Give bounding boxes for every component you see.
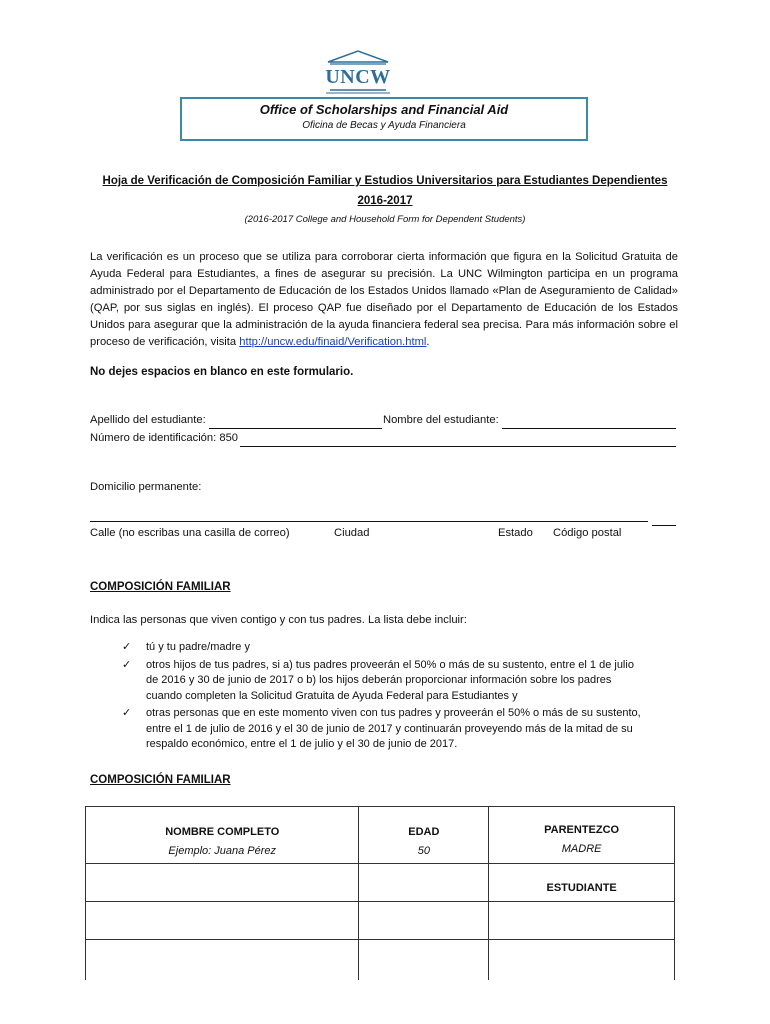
- bullet-text: otras personas que en este momento viven con tus padres y proveerán el 50% o más de su sustento, entre el 1 de julio de 2016 y el 30 de junio de 2017 y continuarán proveyendo más de la mitad de su respaldo económico, entre el 1 de julio y el 30 de junio de 2017.: [146, 707, 641, 750]
- table-row: [86, 940, 675, 980]
- relationship-column-cell: [489, 807, 675, 864]
- document-title: Hoja de Verificación de Composición Familiar y Estudios Universitarios para Estudiantes Dependientes: [102, 175, 668, 187]
- id-number-field[interactable]: [240, 446, 676, 447]
- bullet-text: otros hijos de tus padres, si a) tus padres proveerán el 50% o más de su sustento, entre el 1 de julio de 2016 y 30 de junio de 2017 o b) los hijos deberán proporcionar información sobre los padres cuando completen la Solicitud Gratuita de Ayuda Federal para Estudiantes y: [146, 658, 634, 702]
- first-name-label: Nombre del estudiante:: [383, 414, 499, 426]
- age-cell[interactable]: [359, 940, 489, 980]
- first-name-field[interactable]: [502, 428, 676, 429]
- office-title: Office of Scholarships and Financial Aid: [259, 102, 509, 117]
- household-instructions: Indica las personas que viven contigo y con tus padres. La lista debe incluir:: [90, 614, 467, 626]
- name-cell[interactable]: [86, 864, 359, 902]
- example-age: 50: [417, 845, 430, 857]
- zip-label: Código postal: [553, 527, 622, 539]
- intro-text: La verificación es un proceso que se utiliza para corroborar cierta información que figura en la Solicitud Gratuita de Ayuda Federal para Estudiantes, a fines de asegurar su precisión. La UNC Wilmington participa en un programa administrado por el Departamento de Educación de los Estados Unidos llamado «Plan de Aseguramiento de Calidad» (QAP, por sus siglas en inglés). El proceso QAP fue diseñado por el Departamento de Educación de los Estados Unidos para asegurar que la administración de la ayuda financiera federal sea precisa. Para más información sobre el proceso de verificación, visita: [90, 251, 678, 348]
- state-label: Estado: [498, 527, 533, 539]
- household-section-title: COMPOSICIÓN FAMILIAR: [90, 581, 231, 593]
- uncw-logo: [322, 50, 394, 94]
- document-english-title: (2016-2017 College and Household Form for Dependent Students): [244, 214, 526, 225]
- logo-text: UNCW: [325, 66, 391, 88]
- office-subtitle: Oficina de Becas y Ayuda Financiera: [302, 120, 466, 131]
- name-cell[interactable]: [86, 940, 359, 980]
- last-name-field[interactable]: [209, 428, 382, 429]
- relationship-cell: [489, 864, 675, 902]
- relationship-cell[interactable]: [489, 940, 675, 980]
- age-column-header: EDAD: [408, 826, 440, 838]
- last-name-label: Apellido del estudiante:: [90, 414, 206, 426]
- bullet-text: tú y tu padre/madre y: [146, 641, 250, 653]
- household-table-title: COMPOSICIÓN FAMILIAR: [90, 774, 231, 786]
- table-row: [86, 864, 675, 902]
- student-label: ESTUDIANTE: [546, 882, 617, 894]
- table-header-row: [86, 807, 675, 864]
- name-cell[interactable]: [86, 902, 359, 940]
- checkmark-icon: ✓: [122, 707, 132, 719]
- address-field-end[interactable]: [652, 525, 676, 526]
- household-table: [85, 806, 675, 980]
- relationship-cell[interactable]: [489, 902, 675, 940]
- name-column-header: NOMBRE COMPLETO: [165, 826, 280, 838]
- address-field[interactable]: [90, 521, 648, 522]
- checkmark-icon: ✓: [122, 658, 132, 671]
- id-number-label: Número de identificación: 850: [90, 432, 239, 444]
- intro-paragraph: [90, 249, 678, 351]
- age-cell[interactable]: [359, 902, 489, 940]
- household-bullets: [122, 640, 642, 755]
- example-name: Ejemplo: Juana Pérez: [168, 845, 277, 857]
- office-header-box: [180, 97, 588, 141]
- list-item: [122, 640, 642, 656]
- street-label: Calle (no escribas una casilla de correo): [90, 527, 290, 539]
- document-year: 2016-2017: [357, 195, 413, 207]
- address-label: Domicilio permanente:: [90, 481, 202, 493]
- checkmark-icon: ✓: [122, 641, 132, 653]
- age-cell[interactable]: [359, 864, 489, 902]
- table-row: [86, 902, 675, 940]
- city-label: Ciudad: [334, 527, 370, 539]
- example-relationship: MADRE: [561, 843, 602, 855]
- age-column-cell: [359, 807, 489, 864]
- intro-end: .: [426, 336, 430, 348]
- list-item: [122, 706, 642, 753]
- name-column-cell: [86, 807, 359, 864]
- relationship-column-header: PARENTEZCO: [544, 824, 620, 836]
- verification-link[interactable]: http://uncw.edu/finaid/Verification.html: [239, 336, 427, 348]
- no-blank-notice: No dejes espacios en blanco en este formulario.: [90, 366, 354, 378]
- list-item: [122, 658, 642, 705]
